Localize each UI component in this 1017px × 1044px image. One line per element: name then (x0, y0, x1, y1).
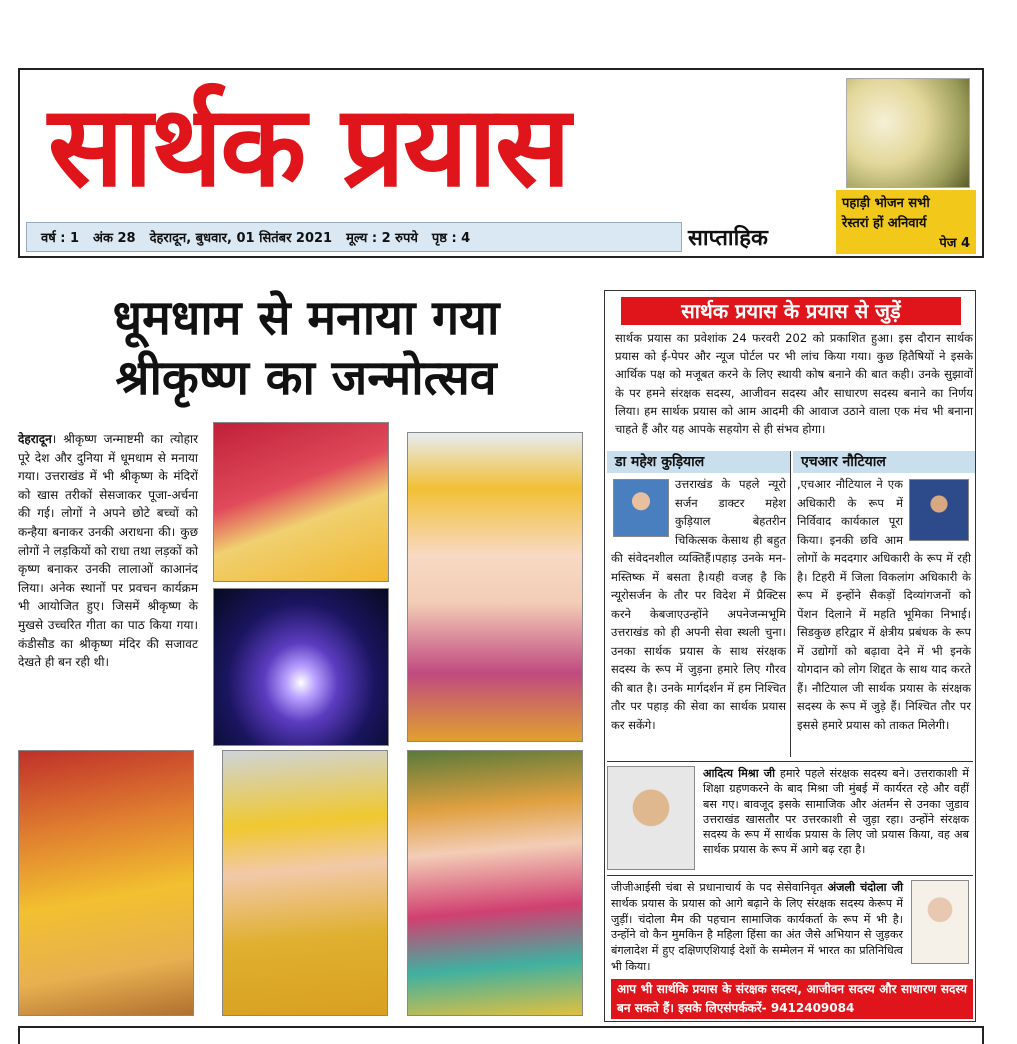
anjali-photo (911, 880, 969, 964)
profile-anjali (607, 875, 973, 977)
next-section-border (18, 1026, 984, 1044)
weekly-label: साप्ताहिक (688, 226, 768, 251)
nautiyal-text-block (793, 473, 975, 736)
promo-line-1: पहाड़ी भोजन सभी (842, 196, 930, 211)
newspaper-title: सार्थक प्रयास (48, 82, 569, 212)
aditya-photo (607, 766, 695, 870)
photo-temple-lights (213, 588, 389, 746)
sidebar-intro: सार्थक प्रयास का प्रवेशांक 24 फरवरी 202 को प्रकाशित हुआ। इस दौरान सार्थक प्रयास को ई-पेपर और न्यूज पोर्टल पर भी लांच किया गया। कुछ हितैषियों ने इसके आर्थिक पक्ष को मजूबत करने के लिए स्थायी कोष बनाने की बात कही। उनके सुझावों के पर हमने संरक्षक सदस्य, आजीवन सदस्य और साधारण सदस्य बनाने का निर्णय लिया। हम सार्थक प्रयास को आम आदमी की आवाज उठाने वाला एक मंच भी बनाना चाहते हैं और यह आपके सहयोग से ही संभव होगा। (615, 331, 973, 437)
profile-mahesh (607, 451, 791, 757)
photo-child-flute (213, 422, 389, 582)
mahesh-name: डा महेश कुड़ियाल (607, 451, 790, 473)
promo-page: पेज 4 (939, 236, 970, 251)
anjali-prefix: जीजीआईसी चंबा से प्रधानाचार्य के पद सेसेवानिवृत (611, 881, 828, 894)
year-label: वर्ष : 1 (41, 231, 80, 246)
photo-child-krishna (18, 750, 194, 1016)
story-body: । श्रीकृष्ण जन्माष्टमी का त्योहार पूरे देश और दुनिया में धूमधाम से मनाया गया। उत्तराखंड में भी श्रीकृष्ण के मंदिरों को खास तरीकों सेसजाकर पूजा-अर्चना की गई। लोगों ने अपने छोटे बच्चों को कन्हैया बनाकर उनकी अराधना की। कुछ लोगों ने लड़कियों को राधा तथा लड़कों को कृष्ण बनाकर उनकी लालाओं काआनंद लिया। अनेक स्थानों पर प्रवचन कार्यक्रम भी आयोजित हुए। जिसमें श्रीकृष्ण के मुखसे उच्चरित गीता का पाठ किया गया।कंडीसौड का श्रीकृष्ण मंदिर की सजावट देखते ही बन रही थी। (18, 432, 198, 670)
place-date: देहरादून, बुधवार, 01 सितंबर 2021 (149, 231, 333, 246)
lead-headline (26, 288, 586, 408)
aditya-name: आदित्य मिश्रा जी (703, 767, 776, 780)
mahesh-text: उत्तराखंड के पहले न्यूरो सर्जन डाक्टर महेश कुड़ियाल बेहतरीन चिकित्सक केसाथ ही बहुत की संवेदनशील व्यक्तिहैं।पहाड़ उनके मन-मस्तिष्क में बसता है।यही वजह है कि न्यूरोसर्जन के तौर पर विदेश में प्रैक्टिस करने केबजाएउन्होंने अपनेजन्मभूमि उत्तराखंड को ही अपनी सेवा स्थली चुना। उनका सार्थक प्रयास के साथ संरक्षक सदस्य के रूप में जुड़ना हमारे लिए गौरव की बात है। उनके मार्गदर्शन में हम निश्चित तौर पर पहाड़ की सेवा का सार्थक प्रयास कर सकेंगे। (611, 477, 786, 732)
profile-nautiyal (793, 451, 975, 757)
promo-teaser[interactable] (836, 190, 976, 254)
profile-aditya (607, 761, 973, 873)
aditya-text: हमारे पहले संरक्षक सदस्य बने। उत्तराकाशी में शिक्षा ग्रहणकरने के बाद मिश्रा जी मुंबई में कार्यरत रहे और वहीं बस गए। बावजूद इसके सामाजिक और अंतर्मन से उनका जुडाव उत्तराखंड खासतौर पर उत्तरकाशी से जुड़ा रहा। उन्होंने संरक्षक सदस्य के रूप में सार्थक प्रयास के लिए जो प्रयास किया, वह अब सार्थक प्रयास के रूप में आगे बढ़ रहा है। (703, 767, 969, 857)
nautiyal-photo (909, 479, 969, 541)
headline-line-2: श्रीकृष्ण का जन्मोत्सव (115, 350, 497, 406)
dateline: देहरादून (18, 432, 52, 446)
lead-story (18, 430, 198, 672)
nautiyal-name: एचआर नौटियाल (793, 451, 975, 473)
anjali-name: अंजली चंदोला जी (827, 881, 903, 894)
membership-sidebar (604, 290, 976, 1022)
membership-callout: आप भी सार्थकि प्रयास के संरक्षक सदस्य, आजीवन सदस्य और साधारण सदस्य बन सकते हैं। इसके लिएसंपर्ककरें- 9412409084 (611, 979, 973, 1019)
food-photo (846, 78, 970, 188)
headline-line-1: धूमधाम से मनाया गया (112, 290, 500, 346)
masthead (18, 68, 984, 258)
sidebar-banner: सार्थक प्रयास के प्रयास से जुड़ें (621, 297, 961, 325)
mahesh-text-block (607, 473, 790, 736)
photo-girl-radha (407, 750, 583, 1016)
price: मूल्य : 2 रुपये (346, 231, 418, 246)
nautiyal-text: ,एचआर नौटियाल ने एक अधिकारी के रूप में निर्विवाद कार्यकाल पूरा किया। इनकी छवि आम लोगों के मददगार अधिकारी के रूप में रही है। टिहरी में जिला विकलांग अधिकारी के रूप में इन्होंने सैकड़ों दिव्यांगजनों को पेंशन दिलाने में महति भूमिका निभाई। सिडकुछ हरिद्वार में क्षेत्रीय प्रबंधक के रूप में उद्योगों को बढ़ावा देने में भी इनके योगदान को लोग शिद्दत के साथ याद करते हैं। नौटियाल जी सार्थक प्रयास के संरक्षक सदस्य के रूप में जुड़े हैं। निश्चित तौर पर इससे हमारे प्रयास को ताकत मिलेगी। (797, 477, 971, 732)
anjali-text: सार्थक प्रयास के प्रयास को आगे बढ़ाने के लिए संरक्षक सदस्य केरूप में जुड़ीं। चंदोला मैम की पहचान सामाजिक कार्यकर्ता के रूप में भी है। उन्होंने वो कैन मुमकिन है महिला हिंसा का अंत जैसे अभियान से जुड़कर बंगलादेश में हुए दक्षिणएशियाई देशों के सम्मेलन में भारत का प्रतिनिधित्व भी किया। (611, 896, 903, 973)
mahesh-photo (613, 479, 669, 537)
promo-line-2: रेस्तरां हों अनिवार्य (842, 216, 927, 231)
photo-child-turban (407, 432, 583, 742)
issue-info-bar (26, 222, 682, 252)
photo-baby-krishna (222, 750, 388, 1016)
issue-number: अंक 28 (93, 231, 136, 246)
page-count: पृष्ठ : 4 (431, 231, 471, 246)
